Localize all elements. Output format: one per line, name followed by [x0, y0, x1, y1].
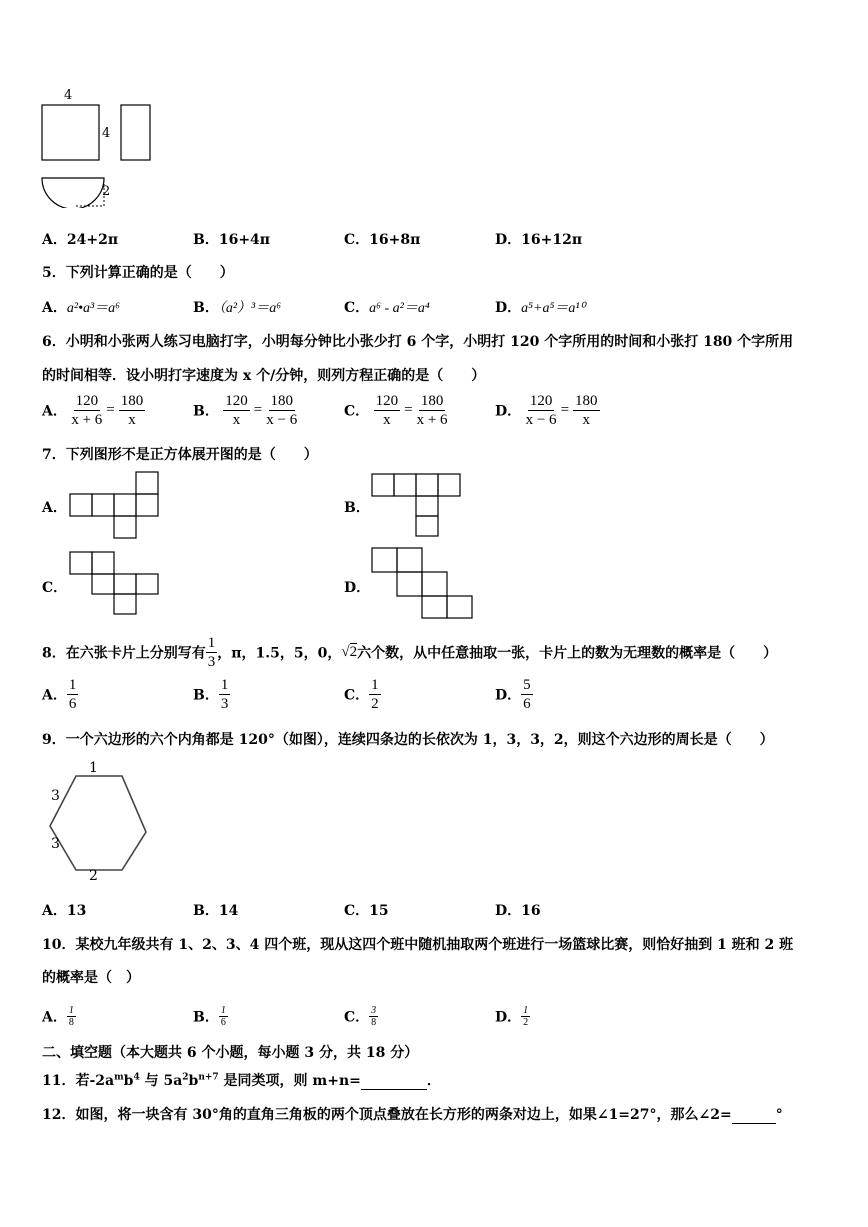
equals-sign: = — [106, 402, 115, 418]
denominator: x — [232, 412, 241, 428]
q5-option-c[interactable] — [344, 297, 430, 317]
stem-text: 12．如图，将一块含有 30°角的直角三角板的两个顶点叠放在长方形的两条对边上，如果∠1=27°，那么∠2= — [42, 1107, 732, 1123]
q7-stem: 7．下列图形不是正方体展开图的是（ ） — [42, 447, 318, 463]
option-label: D． — [495, 300, 522, 316]
stem-text: 与 5a — [139, 1073, 183, 1089]
stem-text: b — [123, 1073, 134, 1089]
denominator: 3 — [220, 696, 229, 712]
denominator: x − 6 — [266, 412, 298, 428]
numerator: 1 — [68, 1005, 74, 1016]
q7-label-a[interactable]: A． — [42, 500, 67, 516]
q4-option-b[interactable] — [193, 229, 270, 249]
denominator: x − 6 — [525, 412, 557, 428]
option-label: C． — [344, 403, 370, 420]
option-label: A． — [42, 687, 67, 704]
option-label: B． — [193, 403, 219, 420]
stem-text: ． — [426, 1073, 441, 1089]
option-text: 24+2π — [66, 232, 119, 248]
denominator: x — [383, 412, 391, 428]
q10-stem-line1: 10．某校九年级共有 1、2、3、4 四个班，现从这四个班中随机抽取两个班进行一场篮球比赛，则恰好抽到 1 班和 2 班 — [42, 937, 794, 953]
q10-option-b[interactable] — [193, 1005, 228, 1028]
fraction — [369, 676, 381, 713]
option-label: A． — [42, 903, 67, 919]
option-label: A． — [42, 403, 67, 420]
numerator: 180 — [575, 393, 598, 409]
exponent: 4 — [133, 1072, 140, 1083]
fraction — [374, 392, 401, 429]
fraction — [417, 392, 448, 429]
q9-option-b[interactable] — [193, 900, 238, 920]
q8-option-c[interactable] — [344, 676, 381, 713]
option-text: （a²）³＝a⁶ — [218, 301, 282, 316]
numerator: 1 — [220, 1005, 226, 1016]
label-semi: 2 — [102, 184, 111, 199]
numerator: 5 — [523, 677, 531, 693]
q6-option-d[interactable] — [495, 392, 600, 429]
denominator: 8 — [68, 1017, 74, 1028]
fraction — [223, 392, 250, 429]
q11-stem — [42, 1070, 441, 1090]
option-label: C． — [344, 687, 370, 704]
numerator: 1 — [523, 1005, 529, 1016]
hex-label-bottom: 2 — [89, 868, 98, 884]
top-view-semicircle — [42, 178, 104, 208]
label-top: 4 — [64, 88, 73, 103]
option-label: A． — [42, 232, 67, 248]
sqrt-expression: √2 — [341, 644, 358, 660]
stem-text: 11．若-2a — [42, 1073, 115, 1089]
denominator: x + 6 — [416, 412, 448, 428]
net-figure-b — [368, 472, 468, 542]
fraction — [521, 676, 533, 713]
option-label: C． — [344, 232, 370, 248]
q10-option-a[interactable] — [42, 1005, 76, 1028]
option-label: A． — [42, 300, 67, 316]
q8-option-d[interactable] — [495, 676, 533, 713]
option-text: 16+12π — [521, 232, 583, 248]
q10-option-d[interactable] — [495, 1005, 530, 1028]
option-text: a⁶ - a²＝a⁴ — [369, 301, 430, 316]
fraction — [219, 676, 231, 713]
option-text: 13 — [66, 903, 87, 919]
denominator: 6 — [68, 696, 77, 712]
stem-text: ° — [775, 1107, 783, 1123]
option-label: C． — [344, 903, 370, 919]
numerator: 1 — [220, 677, 229, 693]
q4-option-c[interactable] — [344, 229, 420, 249]
exponent: n+7 — [198, 1072, 219, 1083]
option-text: 14 — [218, 903, 239, 919]
fraction — [369, 1005, 378, 1028]
hex-label-left-lower: 3 — [51, 836, 60, 852]
exponent: m — [114, 1072, 124, 1083]
q6-option-c[interactable] — [344, 392, 448, 429]
q7-label-c[interactable]: C． — [42, 580, 68, 596]
option-label: C． — [344, 300, 370, 316]
q9-option-a[interactable] — [42, 900, 86, 920]
q6-option-b[interactable] — [193, 392, 297, 429]
numerator: 120 — [375, 393, 399, 409]
option-label: D． — [495, 232, 522, 248]
stem-text: b — [188, 1073, 199, 1089]
denominator: x — [582, 412, 591, 428]
numerator: 1 — [68, 677, 77, 693]
q4-option-d[interactable] — [495, 229, 582, 249]
option-text: 16+8π — [369, 232, 421, 248]
fraction — [67, 676, 79, 713]
stem-text: 六个数，从中任意抽取一张，卡片上的数为无理数的概率是（ ） — [357, 645, 778, 662]
numerator: 1 — [207, 635, 216, 651]
fraction — [67, 1005, 76, 1028]
stem-text: ，π，1.5，5，0， — [217, 645, 342, 662]
side-view-rect — [121, 105, 150, 160]
denominator: 8 — [371, 1017, 377, 1028]
option-text: 15 — [369, 903, 389, 919]
option-label: B． — [193, 687, 219, 704]
equals-sign: = — [560, 402, 570, 418]
q4-option-a[interactable] — [42, 229, 118, 249]
q6-option-a[interactable] — [42, 392, 145, 429]
fraction — [526, 392, 557, 429]
q5-option-a[interactable] — [42, 297, 120, 317]
exponent: 2 — [182, 1072, 189, 1083]
numerator: 120 — [75, 393, 99, 409]
numerator: 180 — [420, 393, 444, 409]
answer-blank[interactable] — [361, 1073, 427, 1090]
denominator: 6 — [220, 1017, 226, 1028]
fraction — [573, 392, 600, 429]
q8-stem — [42, 634, 777, 671]
fraction — [206, 634, 218, 671]
option-label: C． — [344, 1009, 370, 1026]
denominator: 6 — [523, 696, 531, 712]
three-view-figure — [36, 88, 156, 208]
q8-option-a[interactable] — [42, 676, 78, 713]
numerator: 180 — [270, 393, 293, 409]
hex-label-left-upper: 3 — [51, 788, 60, 804]
option-text: 16+4π — [218, 232, 271, 248]
numerator: 180 — [120, 393, 144, 409]
stem-text: 是同类项，则 m+n= — [218, 1073, 361, 1089]
stem-text: 8．在六张卡片上分别写有 — [42, 645, 206, 662]
option-text: a²•a³＝a⁶ — [66, 301, 121, 316]
fraction — [521, 1005, 530, 1028]
q9-option-d[interactable] — [495, 900, 541, 920]
q12-stem — [42, 1104, 783, 1124]
denominator: 2 — [523, 1017, 529, 1028]
option-label: B． — [193, 1009, 219, 1026]
q5-option-d[interactable] — [495, 297, 585, 317]
q7-label-b[interactable]: B． — [344, 500, 370, 516]
numerator: 120 — [225, 393, 248, 409]
fraction — [266, 392, 297, 429]
label-side: 4 — [102, 126, 111, 141]
denominator: 3 — [207, 654, 216, 670]
option-label: A． — [42, 1009, 67, 1026]
option-label: B． — [193, 903, 219, 919]
net-figure-a — [66, 470, 166, 540]
option-label: B． — [193, 232, 219, 248]
q8-option-b[interactable] — [193, 676, 230, 713]
option-label: B． — [193, 300, 219, 316]
q5-stem: 5．下列计算正确的是（ ） — [42, 265, 234, 281]
hexagon-shape — [50, 776, 146, 870]
fraction — [71, 392, 102, 429]
option-label: D． — [495, 403, 522, 420]
q5-option-b[interactable] — [193, 297, 281, 317]
answer-blank[interactable] — [732, 1107, 776, 1124]
option-text: 16 — [521, 903, 541, 919]
equals-sign: = — [404, 402, 413, 418]
hexagon-figure — [40, 758, 150, 883]
q10-stem-line2: 的概率是（ ） — [42, 970, 140, 986]
numerator: 1 — [371, 677, 379, 693]
q6-stem-line2: 的时间相等．设小明打字速度为 x 个/分钟，则列方程正确的是（ ） — [42, 368, 486, 384]
q10-option-c[interactable] — [344, 1005, 378, 1028]
fraction — [119, 392, 146, 429]
net-figure-d — [368, 546, 478, 621]
net-figure-c — [66, 550, 166, 620]
hex-label-top: 1 — [89, 760, 98, 776]
q7-label-d[interactable]: D． — [344, 580, 371, 596]
sqrt-radicand: 2 — [349, 644, 358, 660]
denominator: x — [128, 412, 136, 428]
front-view-square — [42, 105, 99, 160]
option-label: D． — [495, 903, 522, 919]
q9-option-c[interactable] — [344, 900, 389, 920]
equals-sign: = — [253, 402, 263, 418]
option-label: D． — [495, 687, 522, 704]
q6-stem-line1: 6．小明和小张两人练习电脑打字，小明每分钟比小张少打 6 个字，小明打 120 个字所用的时间和小张打 180 个字所用 — [42, 334, 794, 350]
option-label: D． — [495, 1009, 522, 1026]
numerator: 120 — [529, 393, 553, 409]
numerator: 3 — [371, 1005, 377, 1016]
q9-stem: 9．一个六边形的六个内角都是 120°（如图），连续四条边的长依次为 1，3，3，2，则这个六边形的周长是（ ） — [42, 732, 774, 748]
denominator: x + 6 — [71, 412, 103, 428]
option-text: a⁵+a⁵＝a¹⁰ — [521, 301, 586, 316]
fraction — [219, 1005, 228, 1028]
section-2-heading: 二、填空题（本大题共 6 个小题，每小题 3 分，共 18 分） — [42, 1045, 419, 1061]
denominator: 2 — [371, 696, 379, 712]
